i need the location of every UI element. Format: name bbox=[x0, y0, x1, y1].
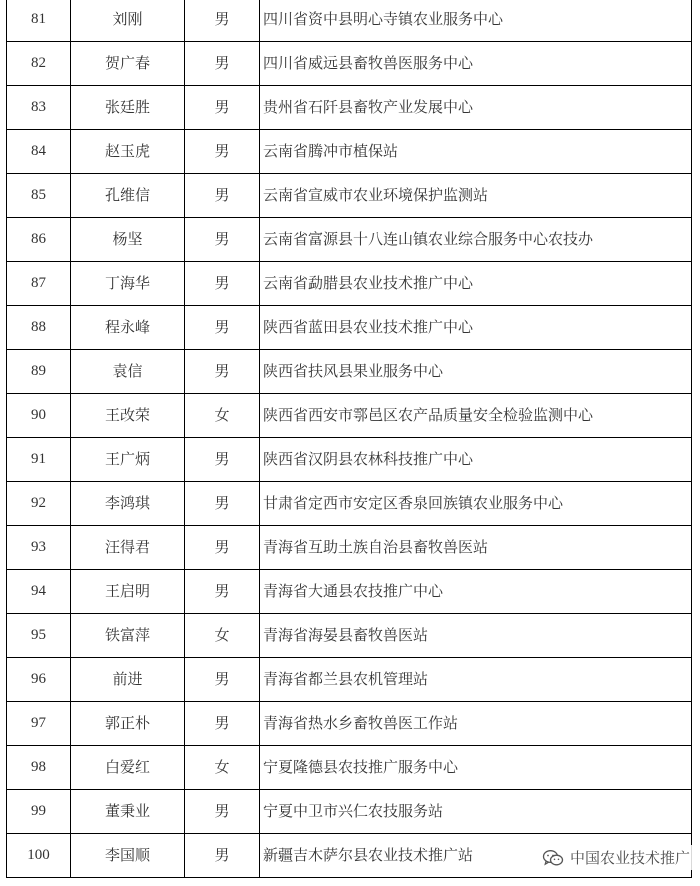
row-organization: 青海省都兰县农机管理站 bbox=[260, 658, 692, 702]
row-gender: 男 bbox=[185, 130, 260, 174]
table-row bbox=[7, 42, 692, 86]
row-name: 张廷胜 bbox=[71, 86, 185, 130]
table-body bbox=[7, 0, 692, 878]
row-gender: 男 bbox=[185, 526, 260, 570]
table-row bbox=[7, 614, 692, 658]
row-gender: 男 bbox=[185, 262, 260, 306]
row-organization: 宁夏隆德县农技推广服务中心 bbox=[260, 746, 692, 790]
row-name: 刘刚 bbox=[71, 0, 185, 42]
table-row bbox=[7, 218, 692, 262]
row-gender: 男 bbox=[185, 834, 260, 878]
row-organization: 青海省海晏县畜牧兽医站 bbox=[260, 614, 692, 658]
wechat-watermark bbox=[538, 845, 692, 870]
row-number: 91 bbox=[7, 438, 71, 482]
row-gender: 男 bbox=[185, 482, 260, 526]
table-row bbox=[7, 262, 692, 306]
row-name: 李国顺 bbox=[71, 834, 185, 878]
row-number: 81 bbox=[7, 0, 71, 42]
row-name: 汪得君 bbox=[71, 526, 185, 570]
row-name: 丁海华 bbox=[71, 262, 185, 306]
table-row bbox=[7, 746, 692, 790]
row-gender: 男 bbox=[185, 306, 260, 350]
row-name: 王启明 bbox=[71, 570, 185, 614]
row-number: 84 bbox=[7, 130, 71, 174]
row-gender: 女 bbox=[185, 614, 260, 658]
row-organization: 甘肃省定西市安定区香泉回族镇农业服务中心 bbox=[260, 482, 692, 526]
table-row bbox=[7, 0, 692, 42]
row-number: 96 bbox=[7, 658, 71, 702]
table-row bbox=[7, 350, 692, 394]
row-number: 93 bbox=[7, 526, 71, 570]
row-gender: 男 bbox=[185, 350, 260, 394]
row-gender: 男 bbox=[185, 0, 260, 42]
row-number: 82 bbox=[7, 42, 71, 86]
row-number: 95 bbox=[7, 614, 71, 658]
row-number: 99 bbox=[7, 790, 71, 834]
row-number: 87 bbox=[7, 262, 71, 306]
table-row bbox=[7, 526, 692, 570]
row-number: 98 bbox=[7, 746, 71, 790]
row-gender: 男 bbox=[185, 702, 260, 746]
row-name: 白爱红 bbox=[71, 746, 185, 790]
row-name: 贺广春 bbox=[71, 42, 185, 86]
row-name: 前进 bbox=[71, 658, 185, 702]
row-name: 李鸿琪 bbox=[71, 482, 185, 526]
row-name: 铁富萍 bbox=[71, 614, 185, 658]
row-name: 董秉业 bbox=[71, 790, 185, 834]
row-number: 94 bbox=[7, 570, 71, 614]
row-gender: 男 bbox=[185, 86, 260, 130]
wechat-icon bbox=[542, 849, 564, 867]
row-number: 88 bbox=[7, 306, 71, 350]
table-row bbox=[7, 174, 692, 218]
row-organization: 陕西省扶风县果业服务中心 bbox=[260, 350, 692, 394]
row-organization: 青海省大通县农技推广中心 bbox=[260, 570, 692, 614]
table-row bbox=[7, 86, 692, 130]
row-organization: 四川省资中县明心寺镇农业服务中心 bbox=[260, 0, 692, 42]
row-gender: 男 bbox=[185, 42, 260, 86]
row-name: 王改荣 bbox=[71, 394, 185, 438]
row-name: 赵玉虎 bbox=[71, 130, 185, 174]
row-name: 袁信 bbox=[71, 350, 185, 394]
row-name: 王广炳 bbox=[71, 438, 185, 482]
table-row bbox=[7, 438, 692, 482]
table-row bbox=[7, 790, 692, 834]
row-organization: 陕西省西安市鄠邑区农产品质量安全检验监测中心 bbox=[260, 394, 692, 438]
watermark-text: 中国农业技术推广 bbox=[569, 849, 690, 867]
table-row bbox=[7, 570, 692, 614]
row-gender: 男 bbox=[185, 570, 260, 614]
row-organization: 陕西省蓝田县农业技术推广中心 bbox=[260, 306, 692, 350]
row-number: 90 bbox=[7, 394, 71, 438]
row-organization: 云南省富源县十八连山镇农业综合服务中心农技办 bbox=[260, 218, 692, 262]
row-name: 郭正朴 bbox=[71, 702, 185, 746]
row-number: 97 bbox=[7, 702, 71, 746]
table-row bbox=[7, 306, 692, 350]
table-row bbox=[7, 130, 692, 174]
row-gender: 男 bbox=[185, 174, 260, 218]
row-gender: 男 bbox=[185, 790, 260, 834]
row-organization: 云南省勐腊县农业技术推广中心 bbox=[260, 262, 692, 306]
table-row bbox=[7, 394, 692, 438]
row-number: 89 bbox=[7, 350, 71, 394]
row-organization: 云南省腾冲市植保站 bbox=[260, 130, 692, 174]
personnel-table bbox=[6, 0, 692, 878]
row-number: 100 bbox=[7, 834, 71, 878]
row-organization: 青海省热水乡畜牧兽医工作站 bbox=[260, 702, 692, 746]
row-organization: 宁夏中卫市兴仁农技服务站 bbox=[260, 790, 692, 834]
row-gender: 男 bbox=[185, 438, 260, 482]
row-name: 孔维信 bbox=[71, 174, 185, 218]
row-organization: 贵州省石阡县畜牧产业发展中心 bbox=[260, 86, 692, 130]
row-number: 86 bbox=[7, 218, 71, 262]
table-row bbox=[7, 482, 692, 526]
row-number: 83 bbox=[7, 86, 71, 130]
row-gender: 女 bbox=[185, 746, 260, 790]
row-organization: 青海省互助土族自治县畜牧兽医站 bbox=[260, 526, 692, 570]
row-gender: 男 bbox=[185, 658, 260, 702]
row-name: 程永峰 bbox=[71, 306, 185, 350]
row-gender: 男 bbox=[185, 218, 260, 262]
row-name: 杨坚 bbox=[71, 218, 185, 262]
row-organization: 云南省宣威市农业环境保护监测站 bbox=[260, 174, 692, 218]
row-organization: 陕西省汉阴县农林科技推广中心 bbox=[260, 438, 692, 482]
table-row bbox=[7, 658, 692, 702]
row-number: 92 bbox=[7, 482, 71, 526]
row-organization: 新疆吉木萨尔县农业技术推广站 bbox=[260, 834, 692, 878]
row-number: 85 bbox=[7, 174, 71, 218]
row-gender: 女 bbox=[185, 394, 260, 438]
row-organization: 四川省威远县畜牧兽医服务中心 bbox=[260, 42, 692, 86]
table-row bbox=[7, 702, 692, 746]
